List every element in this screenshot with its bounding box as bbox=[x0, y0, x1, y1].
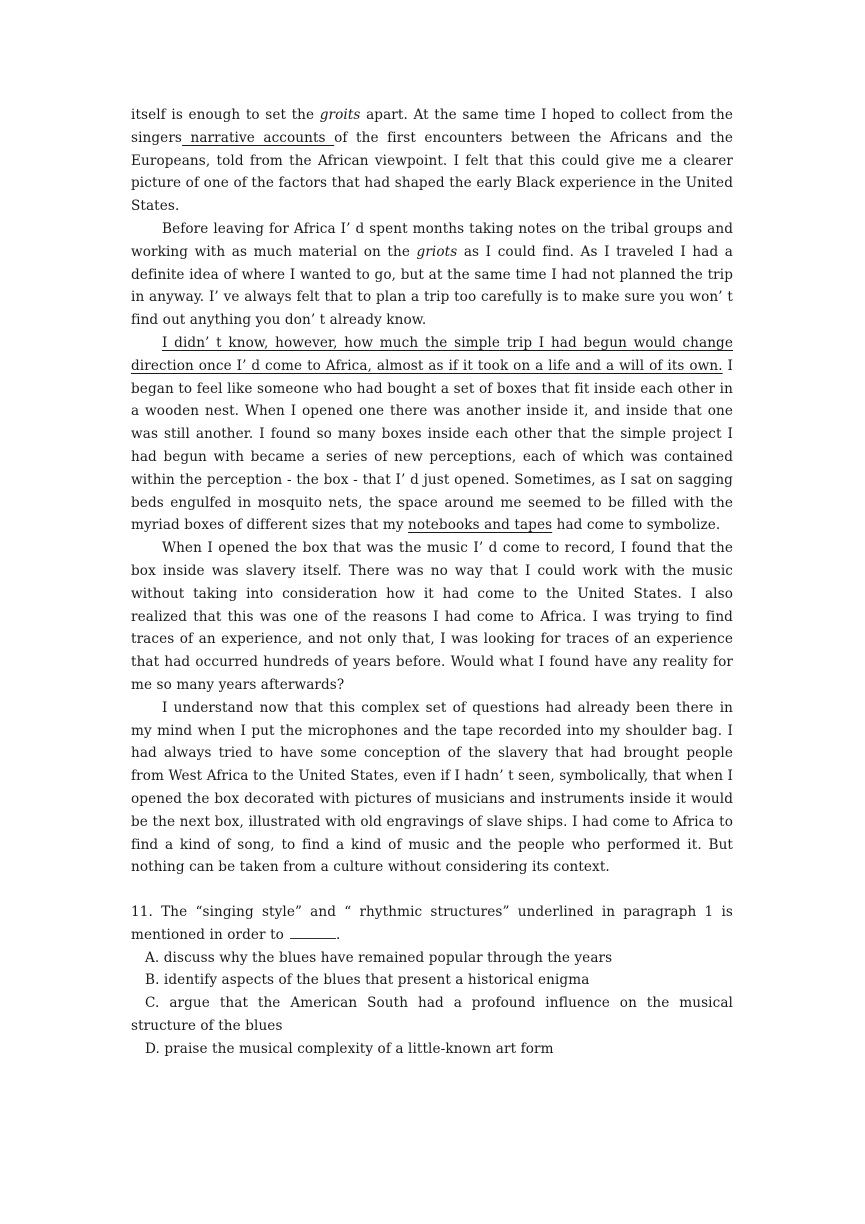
text-span: When I opened the box that was the music I’ d come to record, I found that the box inside was slavery itself. There was no way that I could work with the music without taking into consideration how it had come to the United States. I also realized that this was one of the reasons I had come to Africa. I was trying to find traces of an experience, and not only that, I was looking for traces of an experience that had occurred hundreds of years before. Would what I found have any reality for me so many years afterwards? bbox=[131, 540, 733, 693]
document-page bbox=[131, 104, 733, 1061]
question-end: . bbox=[335, 926, 341, 943]
question-stem bbox=[131, 901, 733, 947]
underlined-phrase: notebooks and tapes bbox=[408, 517, 553, 534]
text-span: as I could find. As I traveled I had a definite idea of where I wanted to go, but at the same time I had not planned the trip in anyway. I’ ve always felt that to plan a trip too carefully is to make sure you won’ t find out anything you don’ t already know. bbox=[131, 243, 733, 329]
italic-term: groits bbox=[319, 107, 361, 123]
text-span: of the first encounters between the Africans and the Europeans, told from the African viewpoint. I felt that this could give me a clearer picture of one of the factors that had shaped the early Black experience in the United States. bbox=[131, 129, 733, 215]
paragraph-2 bbox=[131, 332, 733, 537]
paragraph-0 bbox=[131, 104, 733, 218]
text-span: I understand now that this complex set of questions had already been there in my mind when I put the microphones and the tape recorded into my shoulder bag. I had always tried to have some conception of the slavery that had brought people from West Africa to the United States, even if I hadn’ t seen, symbolically, that when I opened the box decorated with pictures of musicians and instruments inside it would be the next box, illustrated with old engravings of slave ships. I had come to Africa to find a kind of song, to find a kind of music and the people who performed it. But nothing can be taken from a culture without considering its context. bbox=[131, 699, 733, 876]
question-text: 11. The “singing style” and “ rhythmic structures” underlined in paragraph 1 is mentioned in order to bbox=[131, 904, 733, 943]
text-span: had come to symbolize. bbox=[552, 517, 721, 534]
italic-term: griots bbox=[416, 243, 458, 260]
underlined-phrase: narrative accounts bbox=[182, 129, 335, 146]
underlined-sentence: I didn’ t know, however, how much the simple trip I had begun would change direction once I’ d come to Africa, almost as if it took on a life and a will of its own. bbox=[131, 334, 733, 374]
paragraph-1 bbox=[131, 218, 733, 332]
option-a: A. discuss why the blues have remained popular through the years bbox=[145, 949, 613, 966]
spacer bbox=[131, 879, 733, 901]
paragraph-3 bbox=[131, 537, 733, 697]
text-span: itself is enough to set the bbox=[131, 107, 320, 123]
answer-blank bbox=[290, 924, 336, 939]
option-d: D. praise the musical complexity of a little-known art form bbox=[145, 1040, 554, 1057]
option-c: C. argue that the American South had a profound influence on the musical structure of the blues bbox=[131, 995, 733, 1035]
option-b: B. identify aspects of the blues that present a historical enigma bbox=[145, 972, 590, 989]
text-span: I began to feel like someone who had bought a set of boxes that fit inside each other in a wooden nest. When I opened one there was another inside it, and inside that one was still another. I found so many boxes inside each other that the simple project I had begun with became a series of new perceptions, each of which was contained within the perception - the box - that I’ d just opened. Sometimes, as I sat on sagging beds engulfed in mosquito nets, the space around me seemed to be filled with the myriad boxes of different sizes that my bbox=[131, 357, 733, 534]
text-span: apart. At the same time I hoped to collect from the singers bbox=[131, 107, 733, 146]
paragraph-4 bbox=[131, 697, 733, 879]
text-span: Before leaving for Africa I’ d spent months taking notes on the tribal groups and working with as much material on the bbox=[131, 220, 733, 260]
